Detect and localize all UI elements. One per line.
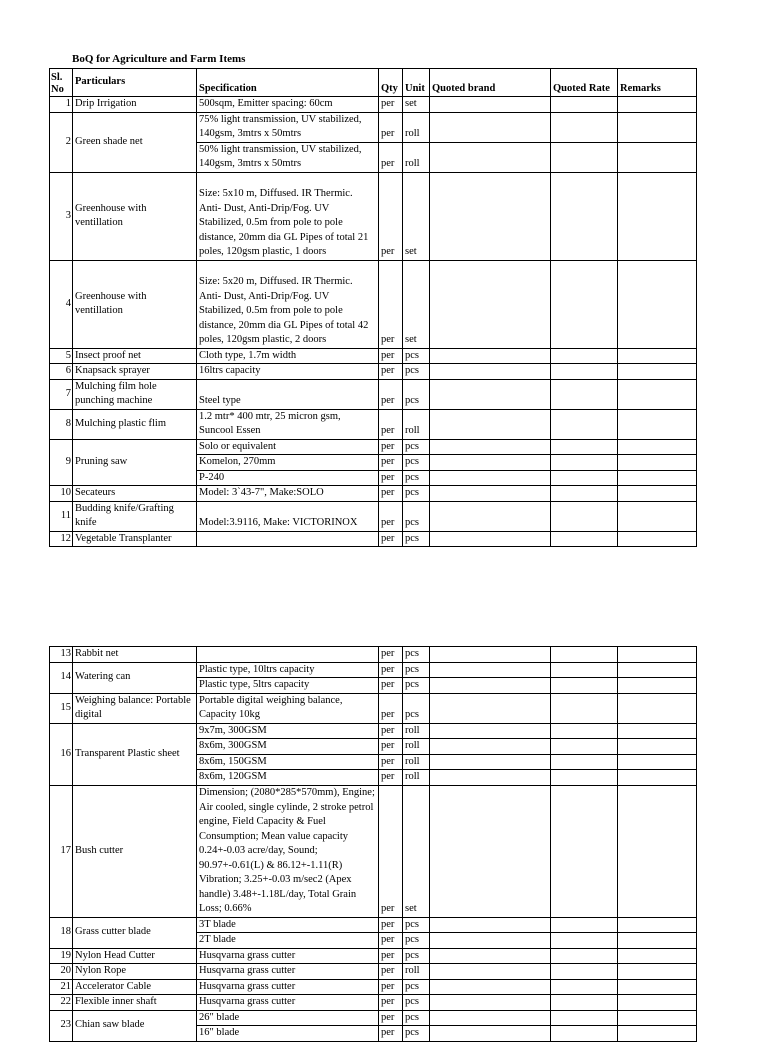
quoted-rate-cell [551, 455, 618, 471]
quoted-rate-cell [551, 754, 618, 770]
quoted-rate-cell [551, 501, 618, 531]
qty-cell: per [379, 662, 403, 678]
qty-cell: per [379, 142, 403, 172]
table-row [50, 662, 697, 678]
sl-no-cell: 8 [50, 409, 73, 439]
remarks-cell [618, 979, 697, 995]
remarks-cell [618, 172, 697, 260]
remarks-cell [618, 112, 697, 142]
particulars-cell: Vegetable Transplanter [73, 531, 197, 547]
specification-cell: 8x6m, 120GSM [197, 770, 379, 786]
table-row [50, 531, 697, 547]
remarks-cell [618, 379, 697, 409]
quoted-brand-cell [430, 409, 551, 439]
unit-cell: pcs [403, 470, 430, 486]
quoted-brand-cell [430, 260, 551, 348]
sl-no-cell: 23 [50, 1010, 73, 1041]
particulars-cell: Flexible inner shaft [73, 995, 197, 1011]
specification-cell [197, 647, 379, 663]
boq-table-body-page-1 [50, 97, 697, 547]
unit-cell: pcs [403, 379, 430, 409]
sl-no-cell: 17 [50, 785, 73, 917]
specification-cell: Plastic type, 10ltrs capacity [197, 662, 379, 678]
remarks-cell [618, 1026, 697, 1042]
qty-cell: per [379, 678, 403, 694]
quoted-brand-cell [430, 995, 551, 1011]
particulars-cell: Watering can [73, 662, 197, 693]
specification-cell: Solo or equivalent [197, 439, 379, 455]
quoted-brand-cell [430, 678, 551, 694]
remarks-cell [618, 948, 697, 964]
specification-cell: 8x6m, 150GSM [197, 754, 379, 770]
qty-cell: per [379, 348, 403, 364]
sl-no-cell: 3 [50, 172, 73, 260]
remarks-cell [618, 693, 697, 723]
specification-cell: Husqvarna grass cutter [197, 948, 379, 964]
remarks-cell [618, 964, 697, 980]
table-row [50, 172, 697, 260]
unit-cell: roll [403, 409, 430, 439]
quoted-rate-cell [551, 1010, 618, 1026]
table-row [50, 948, 697, 964]
remarks-cell [618, 501, 697, 531]
quoted-brand-cell [430, 531, 551, 547]
specification-cell: 50% light transmission, UV stabilized, 140gsm, 3mtrs x 50mtrs [197, 142, 379, 172]
remarks-cell [618, 995, 697, 1011]
sl-no-cell: 20 [50, 964, 73, 980]
quoted-rate-cell [551, 470, 618, 486]
remarks-cell [618, 785, 697, 917]
unit-cell: pcs [403, 948, 430, 964]
remarks-cell [618, 142, 697, 172]
quoted-rate-cell [551, 348, 618, 364]
unit-cell: pcs [403, 1010, 430, 1026]
sl-no-cell: 18 [50, 917, 73, 948]
table-row [50, 917, 697, 933]
sl-no-cell: 14 [50, 662, 73, 693]
sl-no-cell: 16 [50, 723, 73, 785]
qty-cell: per [379, 754, 403, 770]
particulars-cell: Greenhouse with ventillation [73, 172, 197, 260]
qty-cell: per [379, 439, 403, 455]
sl-no-cell: 5 [50, 348, 73, 364]
quoted-rate-cell [551, 662, 618, 678]
table-row [50, 964, 697, 980]
quoted-brand-cell [430, 379, 551, 409]
qty-cell: per [379, 723, 403, 739]
quoted-rate-cell [551, 785, 618, 917]
quoted-rate-cell [551, 723, 618, 739]
quoted-brand-cell [430, 770, 551, 786]
table-row [50, 1010, 697, 1026]
qty-cell: per [379, 693, 403, 723]
unit-cell: pcs [403, 647, 430, 663]
quoted-brand-cell [430, 662, 551, 678]
qty-cell: per [379, 97, 403, 113]
quoted-rate-cell [551, 112, 618, 142]
quoted-brand-cell [430, 754, 551, 770]
unit-cell: pcs [403, 693, 430, 723]
remarks-cell [618, 486, 697, 502]
quoted-brand-cell [430, 142, 551, 172]
unit-cell: pcs [403, 486, 430, 502]
sl-no-cell: 21 [50, 979, 73, 995]
specification-cell: 1.2 mtr* 400 mtr, 25 micron gsm, Suncool Essen [197, 409, 379, 439]
sl-no-cell: 22 [50, 995, 73, 1011]
specification-cell: Husqvarna grass cutter [197, 964, 379, 980]
quoted-rate-cell [551, 995, 618, 1011]
quoted-brand-cell [430, 348, 551, 364]
header-quoted-brand: Quoted brand [430, 69, 551, 97]
table-row [50, 348, 697, 364]
sl-no-cell: 2 [50, 112, 73, 172]
particulars-cell: Rabbit net [73, 647, 197, 663]
unit-cell: pcs [403, 995, 430, 1011]
unit-cell: pcs [403, 678, 430, 694]
remarks-cell [618, 1010, 697, 1026]
qty-cell: per [379, 979, 403, 995]
quoted-brand-cell [430, 97, 551, 113]
table-row [50, 647, 697, 663]
qty-cell: per [379, 1010, 403, 1026]
qty-cell: per [379, 647, 403, 663]
quoted-rate-cell [551, 647, 618, 663]
qty-cell: per [379, 995, 403, 1011]
boq-table-body-page-2 [50, 647, 697, 1042]
unit-cell: pcs [403, 531, 430, 547]
specification-cell: Plastic type, 5ltrs capacity [197, 678, 379, 694]
specification-cell: 16" blade [197, 1026, 379, 1042]
particulars-cell: Pruning saw [73, 439, 197, 486]
remarks-cell [618, 364, 697, 380]
unit-cell: roll [403, 770, 430, 786]
particulars-cell: Insect proof net [73, 348, 197, 364]
header-particulars: Particulars [73, 69, 197, 97]
header-remarks: Remarks [618, 69, 697, 97]
remarks-cell [618, 455, 697, 471]
table-row [50, 97, 697, 113]
sl-no-cell: 12 [50, 531, 73, 547]
qty-cell: per [379, 948, 403, 964]
sl-no-cell: 4 [50, 260, 73, 348]
quoted-rate-cell [551, 486, 618, 502]
quoted-brand-cell [430, 785, 551, 917]
unit-cell: pcs [403, 364, 430, 380]
sl-no-cell: 7 [50, 379, 73, 409]
qty-cell: per [379, 486, 403, 502]
unit-cell: set [403, 97, 430, 113]
quoted-brand-cell [430, 439, 551, 455]
particulars-cell: Transparent Plastic sheet [73, 723, 197, 785]
quoted-rate-cell [551, 379, 618, 409]
quoted-rate-cell [551, 933, 618, 949]
qty-cell: per [379, 531, 403, 547]
particulars-cell: Grass cutter blade [73, 917, 197, 948]
table-row [50, 409, 697, 439]
qty-cell: per [379, 379, 403, 409]
particulars-cell: Mulching plastic flim [73, 409, 197, 439]
particulars-cell: Budding knife/Grafting knife [73, 501, 197, 531]
remarks-cell [618, 439, 697, 455]
unit-cell: roll [403, 964, 430, 980]
qty-cell: per [379, 260, 403, 348]
quoted-rate-cell [551, 1026, 618, 1042]
specification-cell: 8x6m, 300GSM [197, 739, 379, 755]
unit-cell: set [403, 785, 430, 917]
specification-cell: 26" blade [197, 1010, 379, 1026]
specification-cell: Steel type [197, 379, 379, 409]
qty-cell: per [379, 964, 403, 980]
remarks-cell [618, 647, 697, 663]
quoted-rate-cell [551, 739, 618, 755]
remarks-cell [618, 917, 697, 933]
quoted-rate-cell [551, 917, 618, 933]
quoted-brand-cell [430, 647, 551, 663]
table-row [50, 260, 697, 348]
sl-no-cell: 1 [50, 97, 73, 113]
quoted-brand-cell [430, 455, 551, 471]
qty-cell: per [379, 785, 403, 917]
qty-cell: per [379, 455, 403, 471]
specification-cell: Dimension; (2080*285*570mm), Engine; Air cooled, single cylinde, 2 stroke petrol engine, Field Capacity & Fuel Consumption; Mean value capacity 0.24+-0.03 acre/day, Sound; 90.97+-0.61(L) & 86.12+-1.11(R) Vibration; 3.25+-0.03 m/sec2 (Apex handle) 3.48+-1.18L/day, Total Grain Loss; 0.66% [197, 785, 379, 917]
particulars-cell: Secateurs [73, 486, 197, 502]
boq-table-page-2 [49, 646, 697, 1042]
quoted-brand-cell [430, 693, 551, 723]
remarks-cell [618, 409, 697, 439]
remarks-cell [618, 97, 697, 113]
quoted-brand-cell [430, 723, 551, 739]
specification-cell: 2T blade [197, 933, 379, 949]
quoted-brand-cell [430, 1026, 551, 1042]
specification-cell: Komelon, 270mm [197, 455, 379, 471]
specification-cell: Cloth type, 1.7m width [197, 348, 379, 364]
qty-cell: per [379, 409, 403, 439]
header-sl-no: Sl. No [50, 69, 73, 97]
table-row [50, 979, 697, 995]
unit-cell: pcs [403, 933, 430, 949]
unit-cell: pcs [403, 455, 430, 471]
header-qty: Qty [379, 69, 403, 97]
unit-cell: roll [403, 142, 430, 172]
quoted-rate-cell [551, 678, 618, 694]
specification-cell: Size: 5x10 m, Diffused. IR Thermic. Anti- Dust, Anti-Drip/Fog. UV Stabilized, 0.5m from pole to pole distance, 20mm dia GL Pipes of total 21 poles, 120gsm plastic, 1 doors [197, 172, 379, 260]
specification-cell: Model:3.9116, Make: VICTORINOX [197, 501, 379, 531]
quoted-brand-cell [430, 964, 551, 980]
specification-cell: 9x7m, 300GSM [197, 723, 379, 739]
table-row [50, 379, 697, 409]
unit-cell: pcs [403, 662, 430, 678]
unit-cell: roll [403, 723, 430, 739]
quoted-rate-cell [551, 439, 618, 455]
qty-cell: per [379, 470, 403, 486]
particulars-cell: Weighing balance: Portable digital [73, 693, 197, 723]
particulars-cell: Greenhouse with ventillation [73, 260, 197, 348]
quoted-brand-cell [430, 933, 551, 949]
table-row [50, 501, 697, 531]
quoted-rate-cell [551, 364, 618, 380]
qty-cell: per [379, 501, 403, 531]
quoted-rate-cell [551, 948, 618, 964]
table-row [50, 112, 697, 142]
sl-no-cell: 10 [50, 486, 73, 502]
remarks-cell [618, 260, 697, 348]
remarks-cell [618, 678, 697, 694]
sl-no-cell: 9 [50, 439, 73, 486]
unit-cell: set [403, 260, 430, 348]
unit-cell: pcs [403, 979, 430, 995]
sl-no-cell: 6 [50, 364, 73, 380]
qty-cell: per [379, 364, 403, 380]
specification-cell: Husqvarna grass cutter [197, 995, 379, 1011]
qty-cell: per [379, 739, 403, 755]
quoted-rate-cell [551, 979, 618, 995]
specification-cell: P-240 [197, 470, 379, 486]
quoted-brand-cell [430, 172, 551, 260]
qty-cell: per [379, 1026, 403, 1042]
remarks-cell [618, 933, 697, 949]
quoted-rate-cell [551, 693, 618, 723]
document-title: BoQ for Agriculture and Farm Items [72, 53, 246, 65]
table-row [50, 723, 697, 739]
qty-cell: per [379, 770, 403, 786]
quoted-brand-cell [430, 1010, 551, 1026]
specification-cell: 16ltrs capacity [197, 364, 379, 380]
quoted-rate-cell [551, 172, 618, 260]
specification-cell [197, 531, 379, 547]
quoted-brand-cell [430, 364, 551, 380]
unit-cell: roll [403, 112, 430, 142]
quoted-brand-cell [430, 917, 551, 933]
specification-cell: 75% light transmission, UV stabilized, 140gsm, 3mtrs x 50mtrs [197, 112, 379, 142]
remarks-cell [618, 348, 697, 364]
remarks-cell [618, 739, 697, 755]
particulars-cell: Nylon Rope [73, 964, 197, 980]
qty-cell: per [379, 112, 403, 142]
unit-cell: pcs [403, 501, 430, 531]
sl-no-cell: 15 [50, 693, 73, 723]
remarks-cell [618, 531, 697, 547]
particulars-cell: Drip Irrigation [73, 97, 197, 113]
quoted-brand-cell [430, 739, 551, 755]
sl-no-cell: 11 [50, 501, 73, 531]
particulars-cell: Accelerator Cable [73, 979, 197, 995]
header-quoted-rate: Quoted Rate [551, 69, 618, 97]
unit-cell: roll [403, 754, 430, 770]
remarks-cell [618, 662, 697, 678]
specification-cell: Portable digital weighing balance, Capacity 10kg [197, 693, 379, 723]
specification-cell: 3T blade [197, 917, 379, 933]
quoted-rate-cell [551, 260, 618, 348]
particulars-cell: Knapsack sprayer [73, 364, 197, 380]
boq-table-page-1 [49, 68, 697, 547]
sl-no-cell: 19 [50, 948, 73, 964]
quoted-brand-cell [430, 501, 551, 531]
quoted-rate-cell [551, 142, 618, 172]
table-row [50, 785, 697, 917]
unit-cell: pcs [403, 917, 430, 933]
quoted-brand-cell [430, 948, 551, 964]
sl-no-cell: 13 [50, 647, 73, 663]
qty-cell: per [379, 917, 403, 933]
specification-cell: Husqvarna grass cutter [197, 979, 379, 995]
unit-cell: roll [403, 739, 430, 755]
quoted-rate-cell [551, 964, 618, 980]
remarks-cell [618, 770, 697, 786]
remarks-cell [618, 723, 697, 739]
remarks-cell [618, 754, 697, 770]
particulars-cell: Green shade net [73, 112, 197, 172]
unit-cell: pcs [403, 439, 430, 455]
table-row [50, 486, 697, 502]
quoted-brand-cell [430, 112, 551, 142]
header-unit: Unit [403, 69, 430, 97]
remarks-cell [618, 470, 697, 486]
table-row [50, 439, 697, 455]
qty-cell: per [379, 933, 403, 949]
quoted-rate-cell [551, 531, 618, 547]
table-row [50, 693, 697, 723]
table-row [50, 364, 697, 380]
specification-cell: 500sqm, Emitter spacing: 60cm [197, 97, 379, 113]
header-specification: Specification [197, 69, 379, 97]
table-row [50, 995, 697, 1011]
quoted-brand-cell [430, 979, 551, 995]
specification-cell: Size: 5x20 m, Diffused. IR Thermic. Anti- Dust, Anti-Drip/Fog. UV Stabilized, 0.5m from pole to pole distance, 20mm dia GL Pipes of total 42 poles, 120gsm plastic, 2 doors [197, 260, 379, 348]
particulars-cell: Chian saw blade [73, 1010, 197, 1041]
unit-cell: pcs [403, 348, 430, 364]
unit-cell: set [403, 172, 430, 260]
quoted-rate-cell [551, 770, 618, 786]
quoted-rate-cell [551, 409, 618, 439]
unit-cell: pcs [403, 1026, 430, 1042]
particulars-cell: Bush cutter [73, 785, 197, 917]
specification-cell: Model: 3`43-7", Make:SOLO [197, 486, 379, 502]
particulars-cell: Mulching film hole punching machine [73, 379, 197, 409]
quoted-rate-cell [551, 97, 618, 113]
quoted-brand-cell [430, 470, 551, 486]
qty-cell: per [379, 172, 403, 260]
particulars-cell: Nylon Head Cutter [73, 948, 197, 964]
quoted-brand-cell [430, 486, 551, 502]
